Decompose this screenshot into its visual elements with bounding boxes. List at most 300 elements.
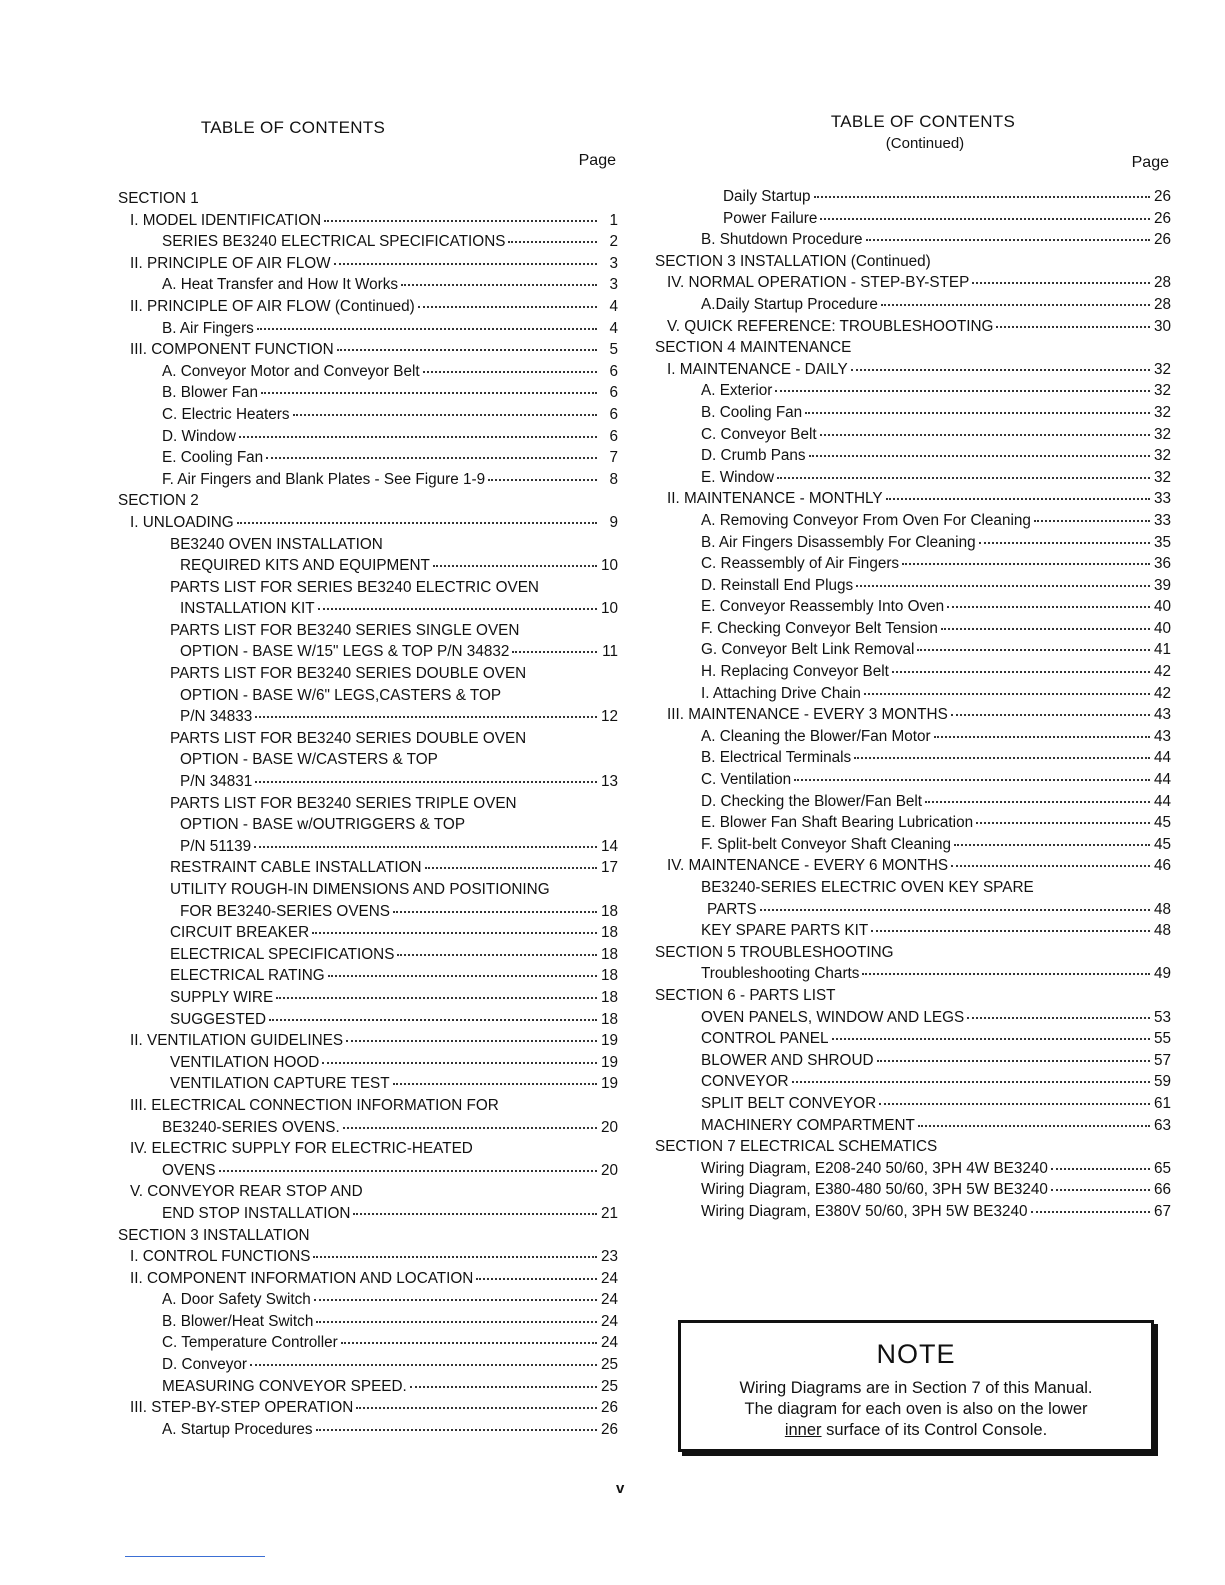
toc-heading: SECTION 1 (118, 190, 199, 207)
entry-title: Power Failure (723, 209, 818, 227)
toc-entry (655, 769, 1171, 791)
dot-leader (341, 1342, 597, 1344)
dot-leader (269, 1019, 597, 1021)
entry-title: CONTROL PANEL (701, 1030, 829, 1048)
toc-entry (655, 553, 1171, 575)
entry-title: Wiring Diagram, E380-480 50/60, 3PH 5W BE3240 (701, 1181, 1048, 1199)
entry-title: C. Ventilation (701, 771, 792, 789)
toc-entry (655, 618, 1171, 640)
entry-page: 24 (600, 1312, 618, 1330)
entry-title: BLOWER AND SHROUD (701, 1051, 874, 1069)
toc-entry (118, 210, 618, 232)
toc-entry-list (118, 188, 618, 1440)
entry-title: G. Conveyor Belt Link Removal (701, 641, 915, 659)
toc-entry (655, 683, 1171, 705)
page-number: v (616, 1480, 625, 1497)
dot-leader (255, 781, 597, 783)
dot-leader (871, 930, 1150, 932)
toc-heading: III. ELECTRICAL CONNECTION INFORMATION FOR (130, 1096, 499, 1114)
entry-page: 48 (1153, 900, 1171, 918)
dot-leader (255, 716, 597, 718)
toc-right-column (655, 112, 1171, 1223)
entry-title: MEASURING CONVEYOR SPEED. (162, 1377, 407, 1395)
entry-page: 32 (1153, 382, 1171, 400)
entry-page: 45 (1153, 835, 1171, 853)
toc-entry (118, 318, 618, 340)
dot-leader (854, 757, 1150, 759)
entry-page: 32 (1153, 360, 1171, 378)
note-line-rest: surface of its Control Console. (821, 1421, 1048, 1439)
dot-leader (951, 714, 1150, 716)
entry-title: A. Removing Conveyor From Oven For Cleaning (701, 511, 1031, 529)
dot-leader (951, 865, 1150, 867)
dot-leader (864, 693, 1150, 695)
toc-entry (118, 901, 618, 923)
entry-title: I. MAINTENANCE - DAILY (667, 360, 848, 378)
entry-title: P/N 51139 (180, 837, 252, 855)
dot-leader (488, 479, 597, 481)
toc-entry (655, 294, 1171, 316)
entry-page: 44 (1153, 771, 1171, 789)
dot-leader (425, 867, 597, 869)
entry-title: SUGGESTED (170, 1010, 267, 1028)
entry-title: III. MAINTENANCE - EVERY 3 MONTHS (667, 706, 948, 724)
entry-title: E. Window (701, 468, 775, 486)
dot-leader (809, 455, 1150, 457)
dot-leader (856, 585, 1150, 587)
toc-entry (655, 424, 1171, 446)
entry-title: C. Temperature Controller (162, 1334, 338, 1352)
entry-page: 19 (600, 1053, 618, 1071)
entry-title: H. Replacing Conveyor Belt (701, 663, 889, 681)
toc-entry (118, 339, 618, 361)
entry-title: V. QUICK REFERENCE: TROUBLESHOOTING (667, 317, 994, 335)
dot-leader (334, 263, 597, 265)
entry-title: CONVEYOR (701, 1073, 789, 1091)
dot-leader (239, 436, 597, 438)
entry-title: II. COMPONENT INFORMATION AND LOCATION (130, 1269, 474, 1287)
toc-entry (118, 296, 618, 318)
toc-entry (655, 747, 1171, 769)
toc-title-continued: TABLE OF CONTENTS (830, 112, 1016, 131)
entry-page: 48 (1153, 922, 1171, 940)
entry-title: SERIES BE3240 ELECTRICAL SPECIFICATIONS (162, 233, 506, 251)
dot-leader (972, 282, 1150, 284)
entry-page: 4 (609, 297, 618, 315)
dot-leader (1034, 520, 1150, 522)
entry-page: 32 (1153, 403, 1171, 421)
entry-page: 9 (609, 513, 618, 531)
toc-entry (118, 857, 618, 879)
toc-entry (655, 467, 1171, 489)
dot-leader (423, 371, 597, 373)
entry-page: 1 (609, 211, 618, 229)
dot-leader (792, 1081, 1150, 1083)
entry-page: 32 (1153, 447, 1171, 465)
entry-title: II. PRINCIPLE OF AIR FLOW (130, 254, 331, 272)
note-box (678, 1320, 1154, 1452)
entry-page: 65 (1153, 1159, 1171, 1177)
dot-leader (356, 1407, 597, 1409)
entry-page: 36 (1153, 555, 1171, 573)
toc-entry (655, 855, 1171, 877)
entry-title: KEY SPARE PARTS KIT (701, 922, 869, 940)
entry-page: 13 (600, 773, 618, 791)
entry-page: 26 (1153, 209, 1171, 227)
page-column-heading: Page (1131, 154, 1169, 171)
entry-page: 6 (609, 405, 618, 423)
toc-entry (118, 404, 618, 426)
toc-entry (118, 382, 618, 404)
entry-page: 42 (1153, 684, 1171, 702)
entry-page: 40 (1153, 598, 1171, 616)
toc-entry (118, 555, 618, 577)
dot-leader (266, 457, 597, 459)
dot-leader (996, 326, 1150, 328)
dot-leader (312, 932, 597, 934)
toc-entry (655, 1007, 1171, 1029)
entry-page: 18 (600, 1010, 618, 1028)
dot-leader (967, 1017, 1150, 1019)
entry-title: FOR BE3240-SERIES OVENS (180, 902, 390, 920)
dot-leader (794, 779, 1150, 781)
dot-leader (293, 414, 597, 416)
note-line: The diagram for each oven is also on the lower (744, 1400, 1088, 1418)
dot-leader (397, 954, 597, 956)
dot-leader (257, 328, 597, 330)
entry-title: I. UNLOADING (130, 513, 234, 531)
dot-leader (881, 304, 1150, 306)
entry-page: 2 (609, 233, 618, 251)
toc-entry (655, 445, 1171, 467)
toc-entry (655, 1115, 1171, 1137)
dot-leader (976, 822, 1150, 824)
dot-leader (832, 1038, 1151, 1040)
toc-entry (655, 186, 1171, 208)
dot-leader (276, 997, 597, 999)
toc-entry (118, 1311, 618, 1333)
toc-heading: V. CONVEYOR REAR STOP AND (130, 1183, 363, 1201)
dot-leader (777, 477, 1150, 479)
entry-title: D. Checking the Blower/Fan Belt (701, 792, 923, 810)
toc-entry (118, 1052, 618, 1074)
toc-entry (118, 1354, 618, 1376)
toc-entry (655, 359, 1171, 381)
toc-heading: UTILITY ROUGH-IN DIMENSIONS AND POSITIONING (170, 881, 550, 898)
toc-entry (118, 771, 618, 793)
dot-leader (979, 542, 1150, 544)
toc-entry (118, 274, 618, 296)
dot-leader (343, 1127, 597, 1129)
entry-title: Daily Startup (723, 188, 811, 205)
entry-title: VENTILATION CAPTURE TEST (170, 1075, 390, 1093)
toc-entry (118, 447, 618, 469)
entry-page: 57 (1153, 1051, 1171, 1069)
entry-page: 18 (600, 967, 618, 985)
dot-leader (925, 801, 1150, 803)
toc-entry (118, 987, 618, 1009)
entry-page: 6 (609, 427, 618, 445)
entry-title: II. VENTILATION GUIDELINES (130, 1032, 344, 1050)
entry-title: A. Cleaning the Blower/Fan Motor (701, 727, 931, 745)
entry-title: P/N 34831 (180, 773, 253, 791)
dot-leader (820, 434, 1150, 436)
toc-entry (655, 229, 1171, 251)
toc-heading: SECTION 7 ELECTRICAL SCHEMATICS (655, 1138, 938, 1156)
toc-entry-list (655, 186, 1171, 1223)
entry-title: OVEN PANELS, WINDOW AND LEGS (701, 1008, 965, 1026)
toc-entry (655, 1050, 1171, 1072)
toc-entry (118, 1073, 618, 1095)
toc-entry (655, 661, 1171, 683)
entry-page: 14 (600, 837, 618, 855)
toc-entry (655, 899, 1171, 921)
toc-heading: SECTION 3 INSTALLATION (118, 1226, 310, 1244)
entry-title: A. Startup Procedures (162, 1420, 313, 1438)
toc-heading: PARTS LIST FOR BE3240 SERIES SINGLE OVEN (170, 621, 520, 639)
entry-page: 12 (600, 708, 618, 726)
entry-page: 26 (1153, 231, 1171, 249)
toc-entry (655, 380, 1171, 402)
entry-title: PARTS (707, 900, 757, 918)
entry-page: 21 (600, 1204, 618, 1222)
entry-page: 5 (609, 341, 618, 359)
entry-title: B. Cooling Fan (701, 403, 803, 421)
dot-leader (316, 1321, 597, 1323)
entry-title: I. Attaching Drive Chain (701, 684, 861, 702)
entry-title: C. Reassembly of Air Fingers (701, 555, 900, 573)
entry-page: 41 (1153, 641, 1171, 659)
dot-leader (1051, 1189, 1150, 1191)
toc-entry (655, 1028, 1171, 1050)
entry-title: OVENS (162, 1161, 216, 1179)
toc-subtitle: (Continued) (885, 135, 965, 152)
entry-title: III. COMPONENT FUNCTION (130, 341, 334, 359)
toc-entry (118, 1009, 618, 1031)
dot-leader (324, 220, 597, 222)
toc-entry (118, 1268, 618, 1290)
dot-leader (954, 844, 1150, 846)
entry-page: 32 (1153, 468, 1171, 486)
entry-page: 26 (600, 1420, 618, 1438)
toc-entry (118, 1117, 618, 1139)
dot-leader (476, 1278, 597, 1280)
entry-page: 17 (600, 859, 618, 877)
entry-page: 10 (600, 600, 618, 618)
entry-page: 67 (1153, 1202, 1171, 1220)
dot-leader (892, 671, 1150, 673)
entry-page: 26 (1153, 188, 1171, 205)
dot-leader (862, 973, 1150, 975)
dot-leader (328, 975, 597, 977)
entry-page: 19 (600, 1075, 618, 1093)
entry-page: 43 (1153, 727, 1171, 745)
entry-title: A. Exterior (701, 382, 773, 400)
entry-page: 20 (600, 1161, 618, 1179)
toc-left-column (118, 118, 618, 1440)
toc-entry (655, 639, 1171, 661)
toc-entry (118, 1203, 618, 1225)
toc-heading: IV. ELECTRIC SUPPLY FOR ELECTRIC-HEATED (130, 1140, 473, 1158)
dot-leader (433, 565, 597, 567)
entry-page: 44 (1153, 749, 1171, 767)
entry-title: A.Daily Startup Procedure (701, 295, 878, 313)
dot-leader (250, 1364, 597, 1366)
entry-page: 28 (1153, 295, 1171, 313)
toc-entry (118, 426, 618, 448)
toc-entry (118, 1030, 618, 1052)
toc-entry (118, 361, 618, 383)
entry-page: 8 (609, 470, 618, 488)
entry-title: B. Shutdown Procedure (701, 231, 863, 249)
entry-page: 6 (609, 384, 618, 402)
dot-leader (879, 1103, 1150, 1105)
toc-entry (655, 704, 1171, 726)
toc-entry (655, 791, 1171, 813)
dot-leader (902, 563, 1150, 565)
dot-leader (805, 412, 1150, 414)
entry-title: B. Air Fingers Disassembly For Cleaning (701, 533, 976, 551)
entry-page: 53 (1153, 1008, 1171, 1026)
toc-entry (118, 1397, 618, 1419)
entry-page: 10 (600, 557, 618, 575)
dot-leader (393, 1083, 597, 1085)
toc-entry (118, 231, 618, 253)
entry-title: ELECTRICAL RATING (170, 967, 325, 985)
toc-heading: BE3240-SERIES ELECTRIC OVEN KEY SPARE (701, 879, 1034, 896)
toc-entry (118, 1160, 618, 1182)
toc-entry (118, 469, 618, 491)
entry-title: C. Conveyor Belt (701, 425, 817, 443)
dot-leader (820, 218, 1150, 220)
entry-page: 19 (600, 1032, 618, 1050)
toc-entry (655, 920, 1171, 942)
dot-leader (254, 846, 597, 848)
entry-page: 32 (1153, 425, 1171, 443)
entry-title: I. MODEL IDENTIFICATION (130, 211, 322, 229)
entry-title: INSTALLATION KIT (180, 600, 315, 618)
dot-leader (337, 349, 597, 351)
entry-page: 33 (1153, 511, 1171, 529)
entry-title: A. Conveyor Motor and Conveyor Belt (162, 362, 420, 380)
toc-entry (655, 575, 1171, 597)
entry-page: 39 (1153, 576, 1171, 594)
entry-title: II. MAINTENANCE - MONTHLY (667, 490, 883, 508)
toc-entry (655, 812, 1171, 834)
dot-leader (947, 606, 1150, 608)
toc-entry (118, 1419, 618, 1441)
toc-entry (655, 1179, 1171, 1201)
entry-title: E. Cooling Fan (162, 449, 264, 467)
toc-entry (118, 1376, 618, 1398)
entry-title: P/N 34833 (180, 708, 253, 726)
toc-entry (655, 272, 1171, 294)
entry-page: 44 (1153, 792, 1171, 810)
toc-heading: OPTION - BASE W/6" LEGS,CASTERS & TOP (180, 686, 502, 704)
note-underlined-word: inner (784, 1421, 822, 1439)
entry-title: BE3240-SERIES OVENS. (162, 1118, 340, 1136)
toc-heading: SECTION 3 INSTALLATION (Continued) (655, 252, 931, 270)
dot-leader (314, 1299, 597, 1301)
toc-entry (655, 488, 1171, 510)
entry-title: D. Conveyor (162, 1356, 248, 1374)
toc-entry (655, 1201, 1171, 1223)
dot-leader (237, 522, 597, 524)
toc-entry (655, 596, 1171, 618)
toc-entry (655, 208, 1171, 230)
entry-title: I. CONTROL FUNCTIONS (130, 1248, 311, 1266)
toc-entry (655, 532, 1171, 554)
entry-page: 6 (609, 362, 618, 380)
entry-page: 25 (600, 1356, 618, 1374)
dot-leader (261, 392, 597, 394)
entry-title: REQUIRED KITS AND EQUIPMENT (180, 557, 430, 575)
dot-leader (353, 1213, 597, 1215)
dot-leader (322, 1062, 597, 1064)
toc-entry (118, 944, 618, 966)
dot-leader (418, 306, 597, 308)
toc-heading: SECTION 5 TROUBLESHOOTING (655, 943, 894, 961)
toc-heading: OPTION - BASE W/CASTERS & TOP (180, 751, 438, 769)
toc-entry (118, 1289, 618, 1311)
entry-page: 18 (600, 902, 618, 920)
entry-page: 11 (602, 643, 618, 661)
toc-title: TABLE OF CONTENTS (200, 118, 386, 137)
toc-heading: SECTION 6 - PARTS LIST (655, 986, 836, 1004)
dot-leader (313, 1256, 597, 1258)
entry-page: 28 (1153, 274, 1171, 292)
toc-entry (655, 726, 1171, 748)
note-title: NOTE (876, 1339, 956, 1369)
entry-page: 35 (1153, 533, 1171, 551)
entry-title: F. Air Fingers and Blank Plates - See Figure 1-9 (162, 470, 486, 488)
toc-entry (655, 1158, 1171, 1180)
dot-leader (393, 911, 597, 913)
toc-entry (118, 598, 618, 620)
toc-entry (118, 253, 618, 275)
entry-title: Troubleshooting Charts (701, 965, 860, 983)
entry-page: 30 (1153, 317, 1171, 335)
dot-leader (318, 608, 597, 610)
entry-page: 24 (600, 1269, 618, 1287)
link-underline (125, 1556, 265, 1557)
entry-page: 3 (609, 276, 618, 294)
toc-entry (118, 1246, 618, 1268)
entry-page: 33 (1153, 490, 1171, 508)
dot-leader (508, 241, 597, 243)
toc-heading: SECTION 2 (118, 492, 199, 510)
entry-title: IV. NORMAL OPERATION - STEP-BY-STEP (667, 274, 970, 292)
entry-page: 24 (600, 1291, 618, 1309)
entry-page: 3 (609, 254, 618, 272)
dot-leader (941, 628, 1150, 630)
entry-title: II. PRINCIPLE OF AIR FLOW (Continued) (130, 297, 415, 315)
entry-title: D. Window (162, 427, 236, 445)
toc-entry (655, 402, 1171, 424)
entry-title: VENTILATION HOOD (170, 1053, 320, 1071)
dot-leader (866, 239, 1150, 241)
dot-leader (917, 649, 1150, 651)
dot-leader (410, 1386, 597, 1388)
dot-leader (401, 284, 597, 286)
toc-entry (655, 834, 1171, 856)
dot-leader (775, 390, 1150, 392)
toc-entry (118, 836, 618, 858)
entry-title: OPTION - BASE W/15" LEGS & TOP P/N 34832 (180, 643, 510, 661)
toc-heading: BE3240 OVEN INSTALLATION (170, 535, 383, 553)
entry-title: D. Crumb Pans (701, 447, 806, 465)
entry-page: 18 (600, 988, 618, 1006)
